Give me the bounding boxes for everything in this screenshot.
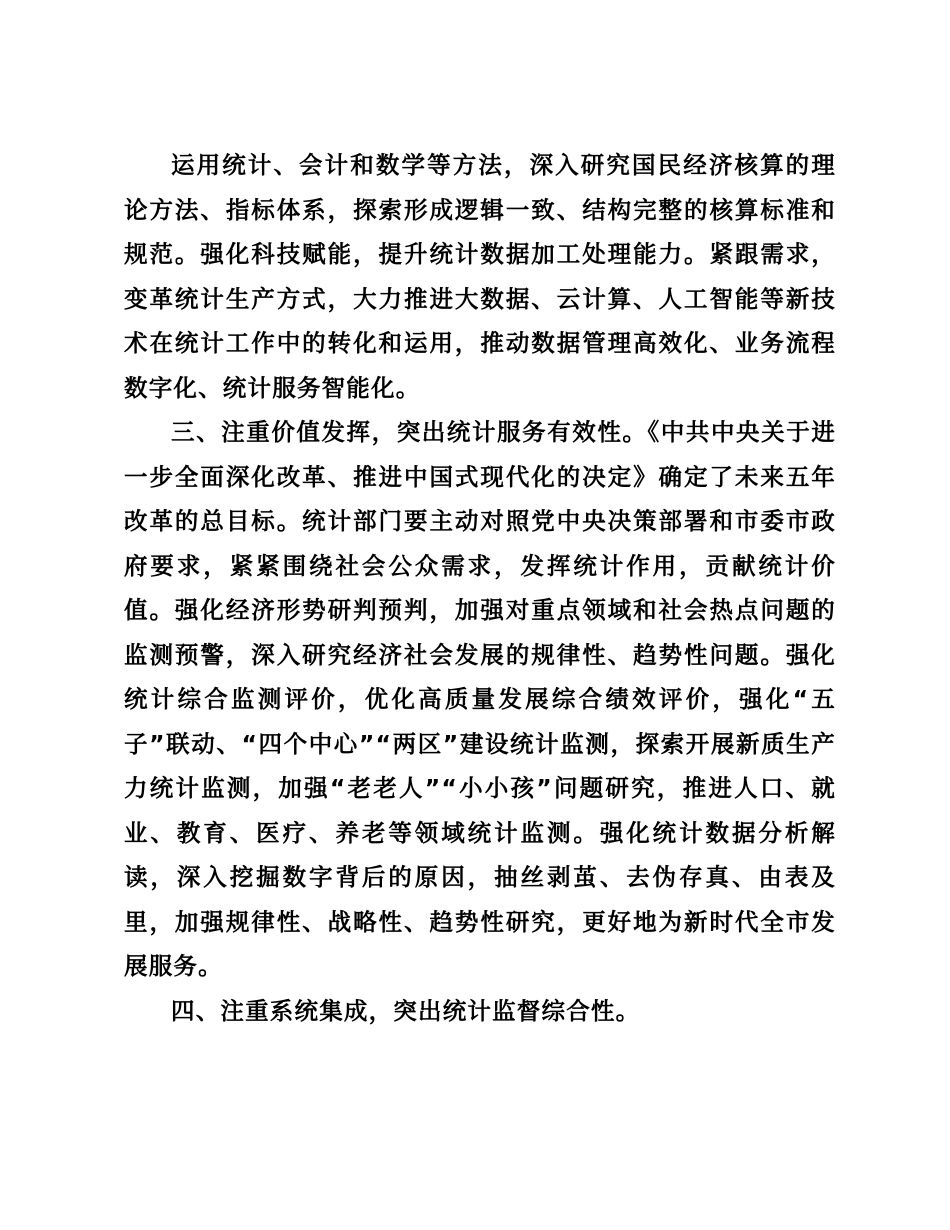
document-body bbox=[124, 143, 836, 1033]
paragraph-section-four: 四、注重系统集成，突出统计监督综合性。 bbox=[171, 996, 641, 1025]
paragraph-methods: 运用统计、会计和数学等方法，深入研究国民经济核算的理论方法、指标体系，探索形成逻辑一致、结构完整的核算标准和规范。强化科技赋能，提升统计数据加工处理能力。紧跟需求，变革统计生产方式，大力推进大数据、云计算、人工智能等新技术在统计工作中的转化和运用，推动数据管理高效化、业务流程数字化、统计服务智能化。 bbox=[124, 151, 836, 402]
paragraph-section-three: 三、注重价值发挥，突出统计服务有效性。《中共中央关于进一步全面深化改革、推进中国式现代化的决定》确定了未来五年改革的总目标。统计部门要主动对照党中央决策部署和市委市政府要求，紧紧围绕社会公众需求，发挥统计作用，贡献统计价值。强化经济形势研判预判，加强对重点领域和社会热点问题的监测预警，深入研究经济社会发展的规律性、趋势性问题。强化统计综合监测评价，优化高质量发展综合绩效评价，强化“五子”联动、“四个中心”“两区”建设统计监测，探索开展新质生产力统计监测，加强“老老人”“小小孩”问题研究，推进人口、就业、教育、医疗、养老等领域统计监测。强化统计数据分析解读，深入挖掘数字背后的原因，抽丝剥茧、去伪存真、由表及里，加强规律性、战略性、趋势性研究，更好地为新时代全市发展服务。 bbox=[124, 418, 836, 980]
